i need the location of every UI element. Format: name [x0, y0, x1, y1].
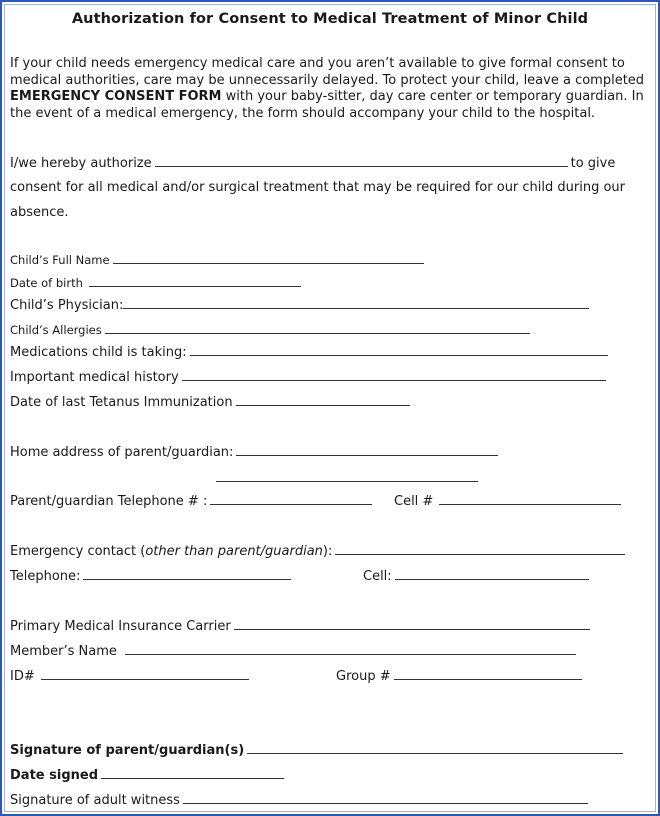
home-address-field[interactable] — [236, 444, 498, 456]
group-row — [336, 668, 582, 684]
physician-row — [10, 297, 589, 313]
emergency-contact-row — [10, 543, 625, 559]
date-signed-label: Date signed — [10, 768, 98, 783]
dob-label: Date of birth — [10, 276, 83, 290]
allergies-label: Child’s Allergies — [10, 323, 102, 337]
member-field[interactable] — [125, 643, 576, 655]
emergency-cell-label: Cell: — [363, 569, 392, 584]
signature-label: Signature of parent/guardian(s) — [10, 743, 245, 758]
group-label: Group # — [336, 669, 391, 684]
parent-phone-field[interactable] — [210, 493, 372, 505]
witness-signature-field[interactable] — [183, 792, 588, 804]
date-signed-field[interactable] — [101, 767, 284, 779]
tetanus-row — [10, 394, 410, 410]
id-field[interactable] — [41, 668, 249, 680]
physician-field[interactable] — [123, 297, 589, 309]
emergency-contact-label-suffix: ): — [322, 544, 333, 559]
dob-row — [10, 275, 301, 290]
parent-phone-row — [10, 493, 372, 509]
emergency-telephone-label: Telephone: — [10, 569, 81, 584]
allergies-row — [10, 322, 530, 337]
witness-label: Signature of adult witness — [10, 793, 180, 808]
child-name-field[interactable] — [113, 252, 424, 264]
tetanus-field[interactable] — [236, 394, 410, 406]
date-signed-row — [10, 767, 284, 783]
authorized-person-field[interactable] — [155, 155, 568, 167]
id-row — [10, 668, 249, 684]
intro-paragraph — [10, 56, 650, 122]
signature-field[interactable] — [247, 742, 623, 754]
history-label: Important medical history — [10, 370, 179, 385]
tetanus-label: Date of last Tetanus Immunization — [10, 395, 233, 410]
physician-label: Child’s Physician: — [10, 298, 124, 313]
parent-cell-row — [394, 493, 621, 509]
home-address-field-line-2[interactable] — [216, 481, 478, 482]
intro-text-1: If your child needs emergency medical care and you aren’t available to give formal consent to medical authorities, care may be unnecessarily delayed. To protect your child, leave a completed — [10, 56, 645, 88]
medications-label: Medications child is taking: — [10, 345, 187, 360]
emergency-telephone-row — [10, 568, 291, 584]
authorize-prefix: I/we hereby authorize — [10, 156, 152, 171]
insurance-field[interactable] — [234, 618, 590, 630]
member-row — [10, 643, 576, 659]
emergency-contact-field[interactable] — [335, 543, 625, 555]
group-field[interactable] — [394, 668, 582, 680]
dob-field[interactable] — [89, 275, 301, 287]
child-name-label: Child’s Full Name — [10, 253, 110, 267]
parent-cell-label: Cell # — [394, 494, 434, 509]
history-field[interactable] — [182, 369, 606, 381]
child-name-row — [10, 252, 424, 267]
authorize-line — [10, 155, 615, 171]
authorize-suffix: to give — [570, 156, 616, 171]
emergency-cell-row — [363, 568, 589, 584]
id-label: ID# — [10, 669, 35, 684]
history-row — [10, 369, 606, 385]
medications-field[interactable] — [190, 344, 608, 356]
intro-bold-form-name: EMERGENCY CONSENT FORM — [10, 89, 222, 105]
witness-row — [10, 792, 588, 808]
intro-text-2: with your baby-sitter, day care center or temporary guardian. In the event of a medical emergency, the form should accompany your child to the hospital. — [10, 89, 644, 121]
insurance-row — [10, 618, 590, 634]
signature-row — [10, 742, 623, 758]
home-address-label: Home address of parent/guardian: — [10, 445, 234, 460]
allergies-field[interactable] — [105, 322, 530, 334]
authorize-line-3: absence. — [10, 205, 69, 220]
emergency-contact-label-italic: other than parent/guardian — [145, 544, 323, 559]
parent-phone-label: Parent/guardian Telephone # : — [10, 494, 208, 509]
insurance-label: Primary Medical Insurance Carrier — [10, 619, 231, 634]
parent-cell-field[interactable] — [439, 493, 621, 505]
home-address-row — [10, 444, 498, 460]
medications-row — [10, 344, 608, 360]
form-title: Authorization for Consent to Medical Treatment of Minor Child — [71, 11, 589, 27]
emergency-contact-label-prefix: Emergency contact ( — [10, 544, 146, 559]
emergency-telephone-field[interactable] — [83, 568, 291, 580]
member-label: Member’s Name — [10, 644, 117, 659]
emergency-cell-field[interactable] — [395, 568, 589, 580]
authorize-line-2: consent for all medical and/or surgical treatment that may be required for our child during our — [10, 180, 626, 195]
